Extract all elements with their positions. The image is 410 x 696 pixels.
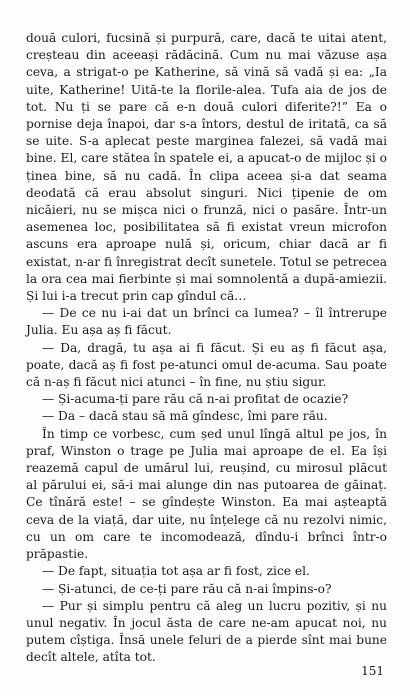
page-text-body [26, 30, 387, 667]
paragraph-3: — Da, dragă, tu așa ai fi făcut. Și eu aș fi făcut așa, poate, dacă aș fi fost pe-atunci omul de-acuma. Sau poate că n-aș fi făcut nici atunci – în fine, nu știu sigur. [26, 340, 387, 390]
paragraph-6: În timp ce vorbesc, cum șed unul lîngă altul pe jos, în praf, Winston o trage pe Julia mai aproape de el. Ea își reazemă capul de umărul lui, reușind, cu mirosul plăcut al părului ei, să-i mai alunge din nas putoarea de găinaț. Ce tînără este! – se gîndește Winston. Ea mai așteaptă ceva de la viață, dar uite, nu înțelege că nu rezolvi nimic, cu un om care te incomodează, dîndu-i brînci într-o prăpastie. [26, 426, 387, 562]
paragraph-4: — Și-acuma-ți pare rău că n-ai profitat de ocazie? [42, 392, 349, 407]
paragraph-1: două culori, fucsină și purpură, care, dacă te uitai atent, creșteau din aceeași rădăcină. Cum nu mai văzuse așa ceva, a strigat-o pe Katherine, să vină să vadă și ea: „Ia uite, Katherine! Uită-te la florile-alea. Tufa aia de jos de tot. Nu ți se pare că e-n două culori diferite?!” Ea o pornise deja înapoi, dar s-a întors, destul de iritată, ca să se uite. S-a aplecat peste marginea falezei, să vadă mai bine. El, care stătea în spatele ei, a apucat-o de mijloc și o ținea bine, să nu cadă. În clipa aceea și-a dat seama deodată că erau absolut singuri. Nici țipenie de om nicăieri, nu se mișca nici o frunză, nici o pasăre. Într-un asemenea loc, posibilitatea să fi existat vreun microfon ascuns era aproape nulă și, oricum, chiar dacă ar fi existat, n-ar fi înregistrat decît sunetele. Totul se petrecea la ora cea mai fierbinte și mai somnolentă a după-amiezii. Și lui i-a trecut prin cap gîndul că… [26, 31, 387, 304]
paragraph-2: — De ce nu i-ai dat un brînci ca lumea? – îl întrerupe Julia. Eu așa aș fi făcut. [26, 306, 387, 338]
paragraph-7: — De fapt, situația tot așa ar fi fost, zice el. [42, 564, 310, 579]
paragraph-5: — Da – dacă stau să mă gîndesc, îmi pare rău. [42, 409, 328, 424]
paragraph-8: — Și-atunci, de ce-ți pare rău că n-ai împins-o? [42, 581, 332, 596]
page-number: 151 [361, 664, 384, 678]
paragraph-9: — Pur și simplu pentru că aleg un lucru pozitiv, și nu unul negativ. În jocul ăsta de care ne-am apucat noi, nu putem cîștiga. Însă unele feluri de a pierde sînt mai bune decît altele, atîta tot. [26, 598, 387, 665]
